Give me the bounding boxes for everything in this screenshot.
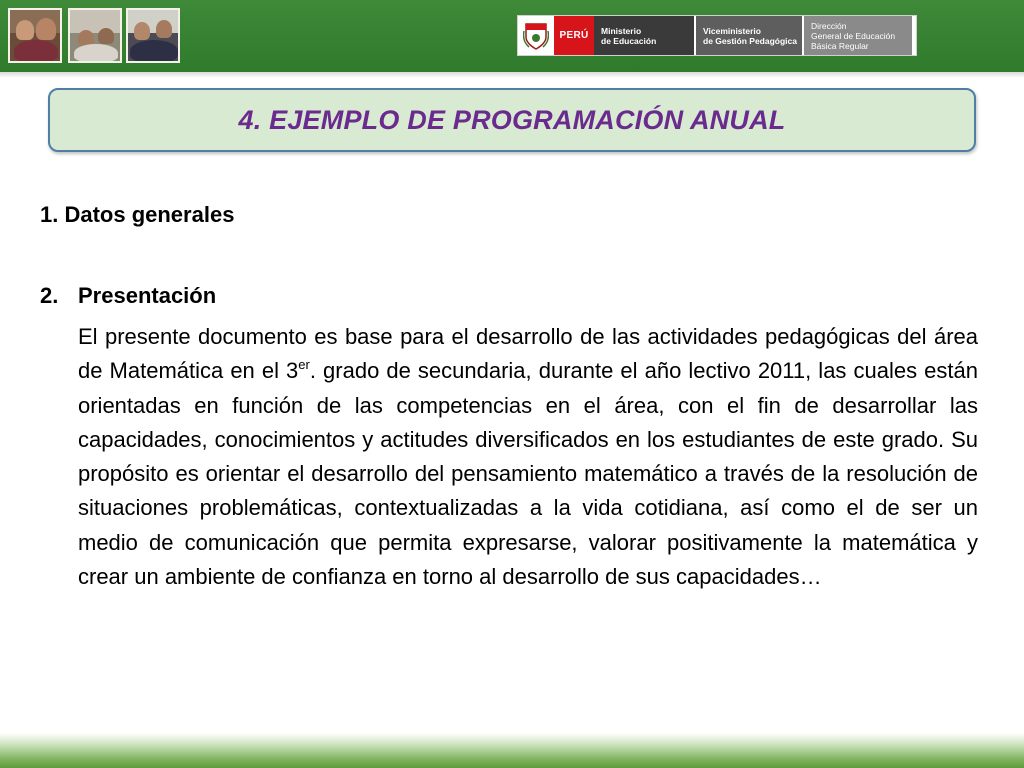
section-heading-presentacion	[40, 283, 216, 309]
peru-label: PERÚ	[554, 16, 594, 55]
viceministry-label: Viceministerio de Gestión Pedagógica	[696, 16, 802, 55]
section-heading-datos-generales: 1. Datos generales	[40, 202, 235, 227]
paragraph-text-part-1: El presente documento es base para el desarrollo de las actividades pedagógicas del área de Matemática en el 3	[78, 324, 978, 384]
ministry-label: Ministerio de Educación	[594, 16, 694, 55]
directorate-label: Dirección General de Educación Básica Regular	[804, 16, 912, 55]
paragraph-superscript: er	[298, 357, 310, 373]
presentation-paragraph	[78, 320, 978, 594]
title-box	[48, 88, 976, 152]
page-title: 4. EJEMPLO DE PROGRAMACIÓN ANUAL	[238, 104, 786, 135]
children-photo-3	[126, 8, 180, 63]
children-photo-1	[8, 8, 62, 63]
section-number: 2.	[40, 283, 59, 308]
header-band	[0, 0, 1024, 72]
ministry-logo-bar	[517, 15, 917, 56]
coat-of-arms-icon	[518, 16, 554, 55]
section-label: Presentación	[78, 283, 217, 308]
header-shadow	[0, 72, 1024, 78]
footer-band	[0, 733, 1024, 768]
children-photo-2	[68, 8, 122, 63]
paragraph-text-part-2: . grado de secundaria, durante el año lectivo 2011, las cuales están orientadas en función de las competencias en el área, con el fin de desarrollar las capacidades, conocimientos y actitudes diversificados en los estudiantes de este grado. Su propósito es orientar el desarrollo del pensamiento matemático a través de la resolución de situaciones problemáticas, contextualizadas a la vida cotidiana, así como el de ser un medio de comunicación que permita expresarse, valorar positivamente la matemática y crear un ambiente de confianza en torno al desarrollo de sus capacidades…	[78, 358, 978, 590]
